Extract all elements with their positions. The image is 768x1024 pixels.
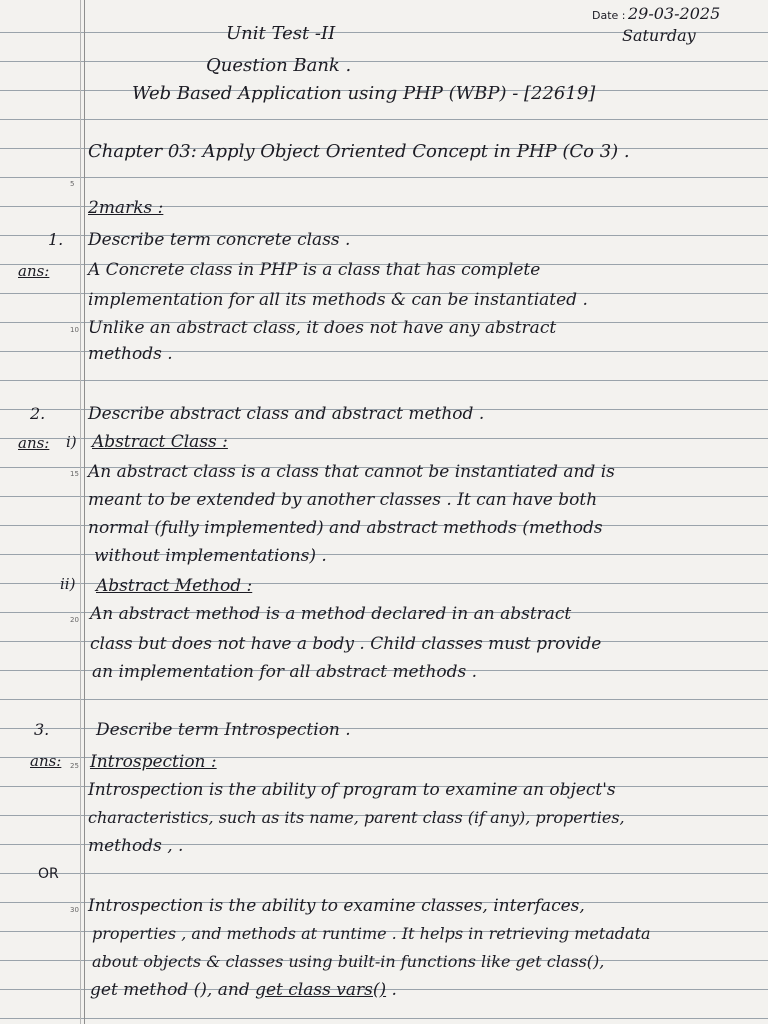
date-label: Date : — [592, 9, 626, 22]
answer-3-line-2: characteristics, such as its name, parent class (if any), properties, — [88, 808, 625, 827]
answer-3-alt-line-4 — [90, 980, 397, 1000]
chapter-heading: Chapter 03: Apply Object Oriented Concept in PHP (Co 3) . — [88, 141, 630, 162]
answer-3-alt-line-3: about objects & classes using built-in functions like get class(), — [92, 952, 605, 971]
answer-label-2: ans: — [18, 434, 50, 452]
title-unit-test: Unit Test -II — [226, 23, 336, 44]
answer-1-line-4: methods . — [88, 344, 173, 364]
answer-2a-line-4: without implementations) . — [94, 546, 327, 566]
date-value: 29-03-2025 — [628, 4, 721, 23]
part-1-marker: i) — [66, 433, 77, 451]
answer-2a-line-3: normal (fully implemented) and abstract methods (methods — [88, 518, 603, 538]
answer-1-line-2: implementation for all its methods & can be instantiated . — [88, 290, 588, 310]
get-method-text: get method (), and — [90, 980, 256, 1000]
abstract-method-heading: Abstract Method : — [96, 576, 253, 596]
question-1-text: Describe term concrete class . — [88, 230, 351, 250]
answer-label-3: ans: — [30, 752, 62, 770]
question-3-text: Describe term Introspection . — [96, 720, 351, 740]
abstract-class-heading: Abstract Class : — [92, 432, 228, 452]
part-2-marker: ii) — [60, 575, 76, 593]
answer-3-alt-line-1: Introspection is the ability to examine classes, interfaces, — [88, 896, 585, 916]
margin-number-25: 25 — [70, 762, 79, 770]
marks-heading: 2marks : — [88, 198, 164, 218]
margin-number-15: 15 — [70, 470, 79, 478]
answer-1-line-3: Unlike an abstract class, it does not have any abstract — [88, 318, 557, 338]
get-class-vars-text: get class vars() — [255, 980, 387, 1000]
date-day: Saturday — [622, 26, 696, 45]
title-question-bank: Question Bank . — [206, 55, 352, 76]
answer-3-alt-line-2: properties , and methods at runtime . It helps in retrieving metadata — [92, 924, 651, 943]
margin-number-5: 5 — [70, 180, 75, 188]
question-2-text: Describe abstract class and abstract method . — [88, 404, 485, 424]
margin-number-20: 20 — [70, 616, 79, 624]
margin-number-30: 30 — [70, 906, 79, 914]
or-label: OR — [38, 866, 59, 882]
answer-2b-line-2: class but does not have a body . Child classes must provide — [90, 634, 602, 654]
answer-2b-line-3: an implementation for all abstract methods . — [92, 662, 478, 682]
answer-2a-line-2: meant to be extended by another classes . It can have both — [88, 490, 598, 510]
last-line-end: . — [386, 980, 397, 1000]
introspection-heading: Introspection : — [90, 752, 217, 772]
margin-line-secondary — [80, 0, 81, 1024]
question-number-1: 1. — [48, 230, 64, 249]
answer-3-line-3: methods , . — [88, 836, 184, 856]
answer-2a-line-1: An abstract class is a class that cannot be instantiated and is — [88, 462, 615, 482]
answer-2b-line-1: An abstract method is a method declared in an abstract — [90, 604, 572, 624]
answer-1-line-1: A Concrete class in PHP is a class that has complete — [88, 260, 541, 280]
margin-line — [84, 0, 85, 1024]
title-subject: Web Based Application using PHP (WBP) - [22619] — [132, 83, 596, 104]
question-number-3: 3. — [34, 720, 50, 739]
margin-number-10: 10 — [70, 326, 79, 334]
answer-3-line-1: Introspection is the ability of program to examine an object's — [88, 780, 616, 800]
answer-label-1: ans: — [18, 262, 50, 280]
question-number-2: 2. — [30, 404, 46, 423]
